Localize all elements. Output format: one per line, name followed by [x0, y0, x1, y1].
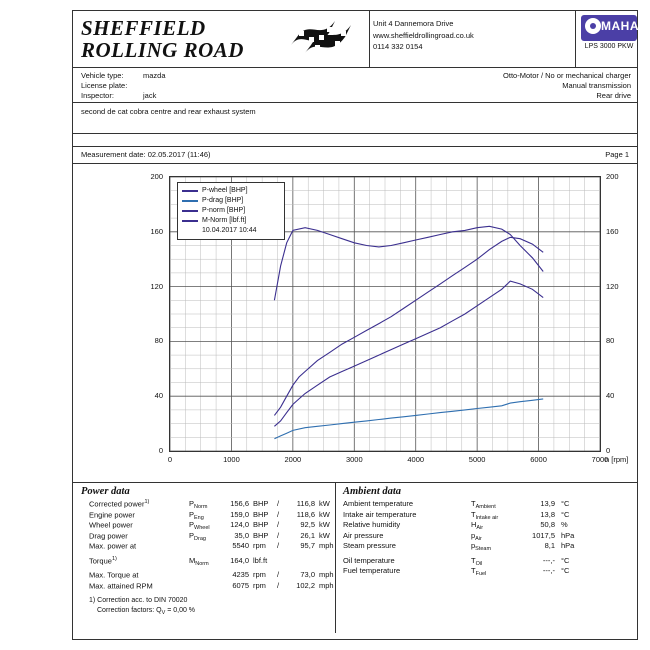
- power-row-value-1: 164,0: [230, 555, 249, 565]
- power-row-unit-1: rpm: [253, 541, 266, 550]
- legend-item-0: [182, 186, 280, 196]
- x-tick-5000: 5000: [468, 455, 486, 464]
- power-row-unit-1: BHP: [253, 530, 269, 540]
- power-row-separator: /: [277, 509, 280, 519]
- power-row-unit-1: BHP: [253, 499, 269, 508]
- brand-line-1: SHEFFIELD: [81, 16, 206, 40]
- legend-label-1: P-drag [BHP]: [202, 197, 244, 204]
- power-row-value-1: 156,6: [230, 499, 249, 508]
- ambient-row: [335, 520, 637, 531]
- power-row-unit-1: rpm: [253, 570, 266, 579]
- power-row-label: Max. attained RPM: [89, 581, 153, 590]
- power-row-value-2: 95,7: [300, 541, 315, 550]
- power-row-unit-1: BHP: [253, 509, 269, 519]
- power-row-unit-2: mph: [319, 580, 334, 590]
- power-row-unit-2: kW: [319, 499, 330, 508]
- ambient-row-symbol: $p_{Steam}$: [471, 541, 492, 552]
- drive-info: Rear drive: [596, 91, 631, 100]
- legend-item-1: [182, 196, 280, 206]
- power-row: [73, 510, 335, 521]
- power-row-label: Engine power: [89, 510, 135, 519]
- power-row-value-1: 4235: [232, 570, 249, 579]
- power-row-unit-2: kW: [319, 520, 330, 529]
- x-tick-7000: 7000: [591, 455, 609, 464]
- ambient-data-panel: [335, 483, 637, 633]
- legend-label-2: P-norm [BHP]: [202, 207, 246, 214]
- power-row-value-2: 118,6: [296, 509, 315, 519]
- transmission-info: Manual transmission: [562, 81, 631, 90]
- spacer: [73, 134, 637, 146]
- ambient-row-symbol: $p_{Air}$: [471, 530, 482, 542]
- measurement-date: Measurement date: 02.05.2017 (11:46): [81, 150, 211, 159]
- series-line-0: [274, 281, 543, 426]
- power-row-unit-2: kW: [319, 530, 330, 540]
- x-tick-1000: 1000: [223, 455, 240, 464]
- power-data-panel: [73, 483, 336, 633]
- inspector-label: Inspector:: [81, 91, 114, 100]
- company-address: [373, 18, 474, 53]
- footnote-2: Correction factors: $Q_V = 0,00$ %: [97, 607, 196, 616]
- ambient-row-unit: °C: [561, 509, 570, 519]
- series-line-1: [274, 399, 543, 439]
- ambient-data-title: Ambient data: [343, 486, 402, 497]
- power-row-unit-1: lbf.ft: [253, 555, 268, 565]
- power-row-separator: /: [277, 520, 280, 529]
- power-row: [73, 520, 335, 531]
- ambient-row-value: 50,8: [540, 520, 555, 529]
- engine-info: Otto-Motor / No or mechanical charger: [503, 71, 631, 80]
- power-data-rows: [73, 499, 335, 591]
- legend-item-2: [182, 206, 280, 216]
- y-tick-left-40: 40: [154, 391, 163, 401]
- y-tick-left-200: 200: [150, 172, 163, 181]
- ambient-row-label: Intake air temperature: [343, 509, 417, 519]
- ambient-row-value: 13,9: [540, 499, 555, 508]
- legend-label-0: P-wheel [BHP]: [202, 187, 248, 194]
- power-row: [73, 531, 335, 542]
- power-row-value-1: 159,0: [230, 509, 249, 519]
- ambient-row: [335, 531, 637, 542]
- maha-logo: [581, 15, 637, 41]
- ambient-row: [335, 499, 637, 510]
- series-line-2: [274, 237, 543, 415]
- ambient-row-label: Fuel temperature: [343, 566, 401, 575]
- header-divider-2: [575, 11, 576, 67]
- y-tick-left-160: 160: [150, 226, 163, 236]
- dyno-chart: [73, 164, 637, 482]
- power-row-symbol: $P_{Eng}$: [189, 509, 204, 521]
- ambient-row: [335, 541, 637, 552]
- x-tick-0: 0: [167, 455, 173, 464]
- checkered-flag-icon: [289, 19, 355, 59]
- power-row-value-1: 124,0: [230, 520, 249, 529]
- ambient-row-value: 13,8: [540, 509, 555, 519]
- device-model: LPS 3000 PKW: [584, 43, 634, 50]
- ambient-data-rows: [335, 499, 637, 577]
- power-row-unit-1: BHP: [253, 520, 269, 529]
- power-row-unit-2: mph: [319, 570, 334, 579]
- ambient-row-value: 8,1: [544, 541, 555, 550]
- power-row-symbol: $M_{Norm}$: [189, 555, 209, 567]
- maha-logo-block: [579, 15, 639, 50]
- ambient-row-label: Oil temperature: [343, 555, 395, 565]
- footnote-1: 1) Correction acc. to DIN 70020: [89, 597, 188, 604]
- power-row-value-1: 6075: [232, 580, 249, 590]
- ambient-row-symbol: $T_{Ambient}$: [471, 499, 496, 510]
- legend-item-3: [182, 216, 280, 226]
- ambient-row-label: Ambient temperature: [343, 499, 414, 508]
- ambient-row-value: 1017,5: [532, 530, 555, 540]
- measurement-row: [73, 146, 637, 164]
- x-tick-2000: 2000: [284, 455, 302, 464]
- ambient-row-value: ---,-: [542, 555, 555, 565]
- power-row-symbol: $P_{Wheel}$: [189, 520, 210, 531]
- legend-swatch-0: [182, 190, 198, 192]
- power-row-separator: /: [277, 541, 280, 550]
- inspector-value: jack: [143, 91, 157, 100]
- gear-icon: [585, 18, 601, 34]
- power-row: [73, 570, 335, 581]
- y-tick-left-120: 120: [150, 281, 163, 291]
- x-tick-6000: 6000: [530, 455, 547, 464]
- power-row-separator: /: [277, 570, 280, 579]
- power-row-label: Wheel power: [89, 520, 133, 530]
- power-row-unit-2: kW: [319, 509, 330, 519]
- report-frame: [72, 10, 638, 640]
- y-tick-left-80: 80: [154, 336, 163, 346]
- ambient-row-value: ---,-: [542, 566, 555, 575]
- power-row-value-2: 116,8: [296, 499, 315, 508]
- y-tick-left-0: 0: [158, 446, 163, 455]
- ambient-row-unit: °C: [561, 555, 570, 565]
- page-number: Page 1: [605, 150, 629, 159]
- x-tick-3000: 3000: [345, 455, 363, 464]
- power-row-label: Drag power: [89, 531, 128, 540]
- series-line-3: [274, 226, 543, 300]
- power-row-unit-1: rpm: [253, 580, 266, 590]
- legend-swatch-2: [182, 210, 198, 212]
- power-row-symbol: $P_{Norm}$: [189, 499, 208, 510]
- power-row-separator: /: [277, 499, 280, 508]
- brand-block: [81, 17, 291, 61]
- power-row: [73, 581, 335, 592]
- maha-logo-text: MAHA: [601, 19, 639, 33]
- y-tick-right-120: 120: [606, 281, 619, 291]
- legend-swatch-1: [182, 200, 198, 202]
- x-axis-unit-label: n [rpm]: [605, 455, 629, 464]
- power-row: [73, 541, 335, 552]
- y-tick-right-200: 200: [606, 172, 619, 181]
- ambient-row-label: Air pressure: [343, 530, 384, 540]
- power-row-value-2: 26,1: [300, 530, 315, 540]
- brand-line-2: ROLLING ROAD: [81, 38, 244, 62]
- power-data-title: Power data: [81, 486, 130, 497]
- ambient-row-label: Steam pressure: [343, 541, 396, 550]
- address-line-2: www.sheffieldrollingroad.co.uk: [373, 30, 474, 40]
- legend-swatch-3: [182, 220, 198, 222]
- y-tick-right-160: 160: [606, 226, 619, 236]
- ambient-row-symbol: $T_{Fuel}$: [471, 566, 487, 577]
- ambient-row-symbol: $T_{Intake air}$: [471, 509, 499, 521]
- y-tick-right-80: 80: [606, 336, 615, 346]
- power-row-value-2: 92,5: [300, 520, 315, 529]
- power-row-separator: /: [277, 580, 280, 590]
- power-row-value-1: 5540: [232, 541, 249, 550]
- data-panels: [73, 482, 637, 633]
- y-tick-right-40: 40: [606, 391, 615, 401]
- power-row-label: Corrected power$^{1)}$: [89, 499, 150, 509]
- vehicle-info: [73, 68, 637, 103]
- ambient-row: [335, 566, 637, 577]
- power-row-symbol: $P_{Drag}$: [189, 530, 206, 542]
- header-divider-1: [369, 11, 370, 67]
- legend-date: 10.04.2017 10:44: [202, 227, 257, 234]
- ambient-row-symbol: $H_{Air}$: [471, 520, 484, 531]
- ambient-row-unit: °C: [561, 566, 570, 575]
- power-row-value-2: 73,0: [300, 570, 315, 579]
- chart-legend: [177, 182, 285, 240]
- vehicle-type-value: mazda: [143, 71, 166, 80]
- power-row-separator: /: [277, 530, 280, 540]
- address-line-3: 0114 332 0154: [373, 42, 423, 51]
- ambient-row: [335, 510, 637, 521]
- power-row-label: Max. Torque at: [89, 570, 139, 580]
- ambient-row-unit: hPa: [561, 541, 575, 550]
- notes-text: second de cat cobra centre and rear exhaust system: [81, 107, 256, 116]
- power-row-label: Max. power at: [89, 541, 137, 551]
- power-row-value-2: 102,2: [296, 580, 315, 590]
- ambient-row-unit: %: [561, 520, 568, 529]
- vehicle-type-label: Vehicle type:: [81, 71, 124, 80]
- legend-label-3: M-Norm [lbf.ft]: [202, 217, 247, 224]
- power-row: [73, 499, 335, 510]
- power-row-label: Torque$^{1)}$: [89, 555, 117, 565]
- x-tick-4000: 4000: [407, 455, 425, 464]
- ambient-row-unit: °C: [561, 499, 570, 508]
- y-tick-right-0: 0: [606, 446, 611, 455]
- report-header: [73, 11, 637, 68]
- ambient-row-symbol: $T_{Oil}$: [471, 555, 483, 567]
- power-row: [73, 556, 335, 567]
- power-footnotes: [73, 597, 335, 619]
- ambient-row-unit: hPa: [561, 530, 575, 540]
- power-row-value-1: 35,0: [234, 530, 249, 540]
- notes-row: [73, 103, 637, 134]
- license-plate-label: License plate:: [81, 81, 128, 90]
- power-row-unit-2: mph: [319, 541, 334, 550]
- ambient-row: [335, 556, 637, 567]
- address-line-1: Unit 4 Dannemora Drive: [373, 19, 454, 28]
- ambient-row-label: Relative humidity: [343, 520, 401, 529]
